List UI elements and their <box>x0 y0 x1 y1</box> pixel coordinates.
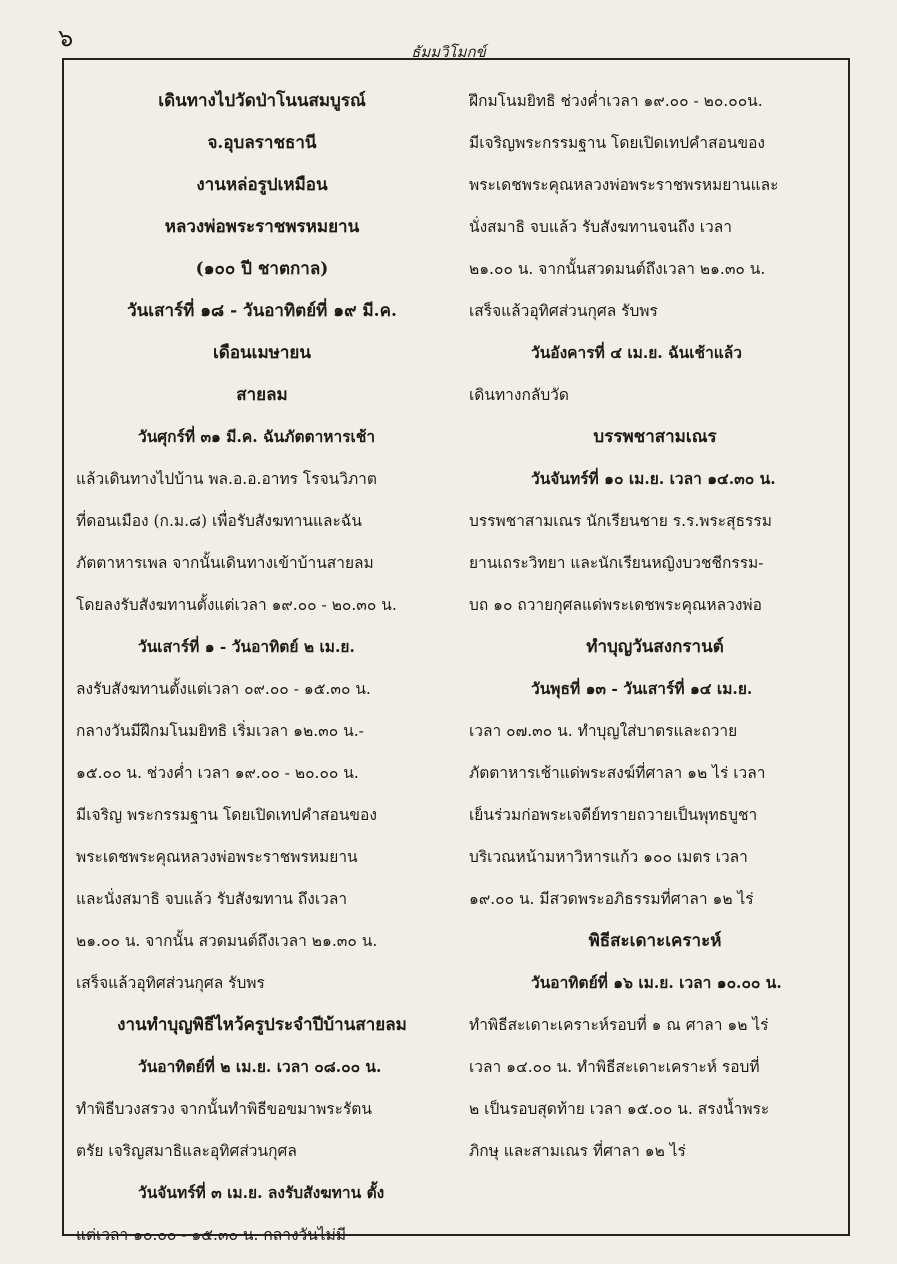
text-line: วันอาทิตย์ที่ ๒ เม.ย. เวลา ๐๘.๐๐ น. <box>138 1057 382 1076</box>
section-heading: งานทำบุญพิธีไหว้ครูประจำปีบ้านสายลม <box>117 1015 407 1035</box>
section-heading: เดินทางไปวัดป่าโนนสมบูรณ์ <box>158 91 366 111</box>
text-line: ที่ดอนเมือง (ก.ม.๘) เพื่อรับสังฆทานและฉัน <box>76 512 362 530</box>
running-head: ธัมมวิโมกข์ <box>411 43 486 61</box>
section-heading: เดือนเมษายน <box>212 343 312 363</box>
text-line: วันจันทร์ที่ ๓ เม.ย. ลงรับสังฆทาน ตั้ง <box>138 1183 385 1202</box>
text-line: พระเดชพระคุณหลวงพ่อพระราชพรหมยาน <box>76 848 358 866</box>
text-line: ทำพิธีสะเดาะเคราะห์รอบที่ ๑ ณ ศาลา ๑๒ ไร่ <box>469 1016 769 1034</box>
text-line: วันอังคารที่ ๔ เม.ย. ฉันเช้าแล้ว <box>531 343 742 362</box>
section-heading: ทำบุญวันสงกรานต์ <box>586 637 724 657</box>
text-line: ภัตตาหารเพล จากนั้นเดินทางเข้าบ้านสายลม <box>76 554 374 572</box>
text-line: ๑๕.๐๐ น. ช่วงค่ำ เวลา ๑๙.๐๐ - ๒๐.๐๐ น. <box>76 764 359 782</box>
section-heading: สายลม <box>236 385 288 405</box>
text-line: บริเวณหน้ามหาวิหารแก้ว ๑๐๐ เมตร เวลา <box>469 848 748 866</box>
section-heading: พิธีสะเดาะเคราะห์ <box>588 931 722 951</box>
text-line: ทำพิธีบวงสรวง จากนั้นทำพิธีขอขมาพระรัตน <box>76 1100 372 1118</box>
text-line: ๒๑.๐๐ น. จากนั้น สวดมนต์ถึงเวลา ๒๑.๓๐ น. <box>76 932 378 950</box>
text-line: มีเจริญพระกรรมฐาน โดยเปิดเทปคำสอนของ <box>469 134 765 152</box>
text-line: ๑๙.๐๐ น. มีสวดพระอภิธรรมที่ศาลา ๑๒ ไร่ <box>469 890 754 908</box>
text-line: เวลา ๐๗.๓๐ น. ทำบุญใส่บาตรและถวาย <box>469 722 738 740</box>
text-line: นั่งสมาธิ จบแล้ว รับสังฆทานจนถึง เวลา <box>469 218 732 236</box>
text-line: วันอาทิตย์ที่ ๑๖ เม.ย. เวลา ๑๐.๐๐ น. <box>531 973 782 992</box>
text-line: วันศุกร์ที่ ๓๑ มี.ค. ฉันภัตตาหารเช้า <box>138 427 376 446</box>
text-line: แต่เวลา ๑๐.๐๐ - ๑๕.๓๐ น. กลางวันไม่มี <box>76 1226 347 1244</box>
text-line: เวลา ๑๔.๐๐ น. ทำพิธีสะเดาะเคราะห์ รอบที่ <box>469 1058 760 1076</box>
text-line: มีเจริญ พระกรรมฐาน โดยเปิดเทปคำสอนของ <box>76 806 377 824</box>
text-line: เย็นร่วมก่อพระเจดีย์ทรายถวายเป็นพุทธบูชา <box>469 806 758 824</box>
page-number: ๖ <box>58 24 74 52</box>
section-heading: วันเสาร์ที่ ๑๘ - วันอาทิตย์ที่ ๑๙ มี.ค. <box>127 301 397 321</box>
text-line: และนั่งสมาธิ จบแล้ว รับสังฆทาน ถึงเวลา <box>76 890 348 908</box>
text-line: วันจันทร์ที่ ๑๐ เม.ย. เวลา ๑๔.๓๐ น. <box>531 469 776 488</box>
section-heading: หลวงพ่อพระราชพรหมยาน <box>164 217 360 237</box>
right-column <box>469 80 841 1172</box>
text-line: วันเสาร์ที่ ๑ - วันอาทิตย์ ๒ เม.ย. <box>138 637 355 656</box>
text-line: บถ ๑๐ ถวายกุศลแด่พระเดชพระคุณหลวงพ่อ <box>469 596 762 614</box>
section-heading: (๑๐๐ ปี ชาตกาล) <box>195 259 329 279</box>
text-line: ยานเถระวิทยา และนักเรียนหญิงบวชชีกรรม- <box>469 554 764 572</box>
section-heading: งานหล่อรูปเหมือน <box>196 175 328 195</box>
text-line: ฝึกมโนมยิทธิ ช่วงค่ำเวลา ๑๙.๐๐ - ๒๐.๐๐น. <box>469 92 763 110</box>
text-line: พระเดชพระคุณหลวงพ่อพระราชพรหมยานและ <box>469 176 779 194</box>
text-line: ภัตตาหารเช้าแด่พระสงฆ์ที่ศาลา ๑๒ ไร่ เวลา <box>469 764 766 782</box>
text-line: ๒๑.๐๐ น. จากนั้นสวดมนต์ถึงเวลา ๒๑.๓๐ น. <box>469 260 766 278</box>
content-frame <box>62 58 850 1244</box>
text-line: วันพุธที่ ๑๓ - วันเสาร์ที่ ๑๔ เม.ย. <box>531 679 753 698</box>
text-line: เสร็จแล้วอุทิศส่วนกุศล รับพร <box>469 302 658 320</box>
text-line: ๒ เป็นรอบสุดท้าย เวลา ๑๕.๐๐ น. สรงน้ำพระ <box>469 1100 770 1118</box>
text-line: ภิกษุ และสามเณร ที่ศาลา ๑๒ ไร่ <box>469 1142 686 1160</box>
left-column <box>76 80 448 1256</box>
section-heading: จ.อุบลราชธานี <box>207 133 317 153</box>
text-line: ลงรับสังฆทานตั้งแต่เวลา ๐๙.๐๐ - ๑๕.๓๐ น. <box>76 680 371 698</box>
text-line: กลางวันมีฝึกมโนมยิทธิ เริ่มเวลา ๑๒.๓๐ น.- <box>76 722 364 740</box>
text-line: โดยลงรับสังฆทานตั้งแต่เวลา ๑๙.๐๐ - ๒๐.๓๐ น. <box>76 596 397 614</box>
text-line: บรรพชาสามเณร นักเรียนชาย ร.ร.พระสุธรรม <box>469 512 772 530</box>
text-line: เดินทางกลับวัด <box>469 386 569 404</box>
section-heading: บรรพชาสามเณร <box>593 427 717 447</box>
text-line: เสร็จแล้วอุทิศส่วนกุศล รับพร <box>76 974 265 992</box>
text-line: ตรัย เจริญสมาธิและอุทิศส่วนกุศล <box>76 1142 297 1160</box>
text-line: แล้วเดินทางไปบ้าน พล.อ.อ.อาทร โรจนวิภาต <box>76 470 377 488</box>
